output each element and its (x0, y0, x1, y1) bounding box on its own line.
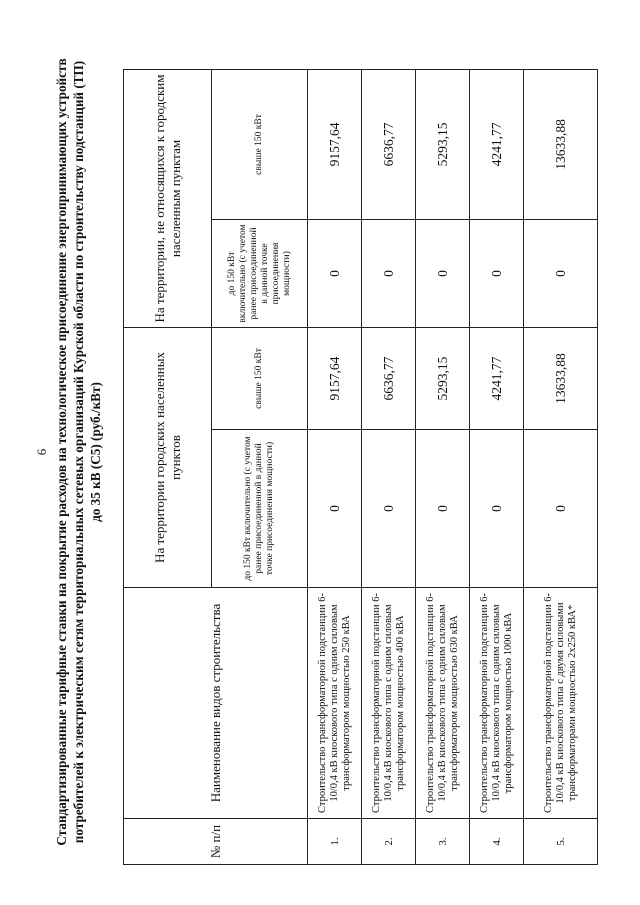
table-row (362, 69, 416, 864)
table-row (416, 69, 470, 864)
row-urban-upto150: 0 (362, 430, 416, 588)
row-num: 1. (308, 819, 362, 865)
row-urban-upto150: 0 (470, 430, 524, 588)
row-urban-over150: 5293,15 (416, 327, 470, 429)
header-rural-over150: свыше 150 кВт (212, 69, 308, 219)
header-name: Наименование видов строительства (124, 588, 308, 819)
row-urban-upto150: 0 (308, 430, 362, 588)
tariff-table (123, 69, 598, 865)
row-rural-over150: 4241,77 (470, 69, 524, 219)
row-urban-over150: 6636,77 (362, 327, 416, 429)
table-row (470, 69, 524, 864)
row-num: 3. (416, 819, 470, 865)
row-name: Строительство трансформаторной подстанции 6-10/0,4 кВ киоскового типа с одним силовым трансформатором мощностью 630 кВА (416, 588, 470, 819)
row-rural-upto150: 0 (362, 219, 416, 327)
row-rural-over150: 9157,64 (308, 69, 362, 219)
row-urban-over150: 13633,88 (524, 327, 598, 429)
row-rural-upto150: 0 (416, 219, 470, 327)
row-urban-over150: 4241,77 (470, 327, 524, 429)
page-number: 6 (34, 448, 49, 456)
row-num: 4. (470, 819, 524, 865)
header-urban: На территории городских населенных пунктов (124, 327, 212, 587)
table-row (524, 69, 598, 864)
row-name: Строительство трансформаторной подстанции 6-10/0,4 кВ киоскового типа с одним силовым трансформатором мощностью 1000 кВА (470, 588, 524, 819)
row-rural-over150: 13633,88 (524, 69, 598, 219)
table-row (308, 69, 362, 864)
document-title: Стандартизированные тарифные ставки на покрытие расходов на технологическое присоединение энергопринимающих устройств потребителей к электрическим сетям территориальных сетевых организаций Курской области по строительству подстанций (ТП) до 35 кВ (С5) (руб./кВт) (54, 58, 103, 846)
header-rural: На территории, не относящихся к городским населенным пунктам (124, 69, 212, 327)
row-urban-upto150: 0 (416, 430, 470, 588)
document-page (20, 17, 620, 887)
table-header-row (124, 69, 212, 864)
header-num: № п/п (124, 819, 308, 865)
row-name: Строительство трансформаторной подстанции 6-10/0,4 кВ киоскового типа с двумя силовыми трансформаторами мощностью 2х250 кВА* (524, 588, 598, 819)
row-name: Строительство трансформаторной подстанции 6-10/0,4 кВ киоскового типа с одним силовым трансформатором мощностью 400 кВА (362, 588, 416, 819)
header-urban-over150: свыше 150 кВт (212, 327, 308, 429)
row-rural-over150: 5293,15 (416, 69, 470, 219)
row-urban-upto150: 0 (524, 430, 598, 588)
row-rural-upto150: 0 (308, 219, 362, 327)
row-urban-over150: 9157,64 (308, 327, 362, 429)
header-rural-upto150: до 150 кВт включительно (с учетом ранее присоединенной в данной точке присоединения мощности) (212, 219, 308, 327)
row-num: 2. (362, 819, 416, 865)
row-rural-upto150: 0 (470, 219, 524, 327)
row-name: Строительство трансформаторной подстанции 6-10/0,4 кВ киоскового типа с одним силовым трансформатором мощностью 250 кВА (308, 588, 362, 819)
header-urban-upto150: до 150 кВт включительно (с учетом ранее присоединенной в данной точке присоединения мощности) (212, 430, 308, 588)
row-rural-upto150: 0 (524, 219, 598, 327)
row-num: 5. (524, 819, 598, 865)
row-rural-over150: 6636,77 (362, 69, 416, 219)
